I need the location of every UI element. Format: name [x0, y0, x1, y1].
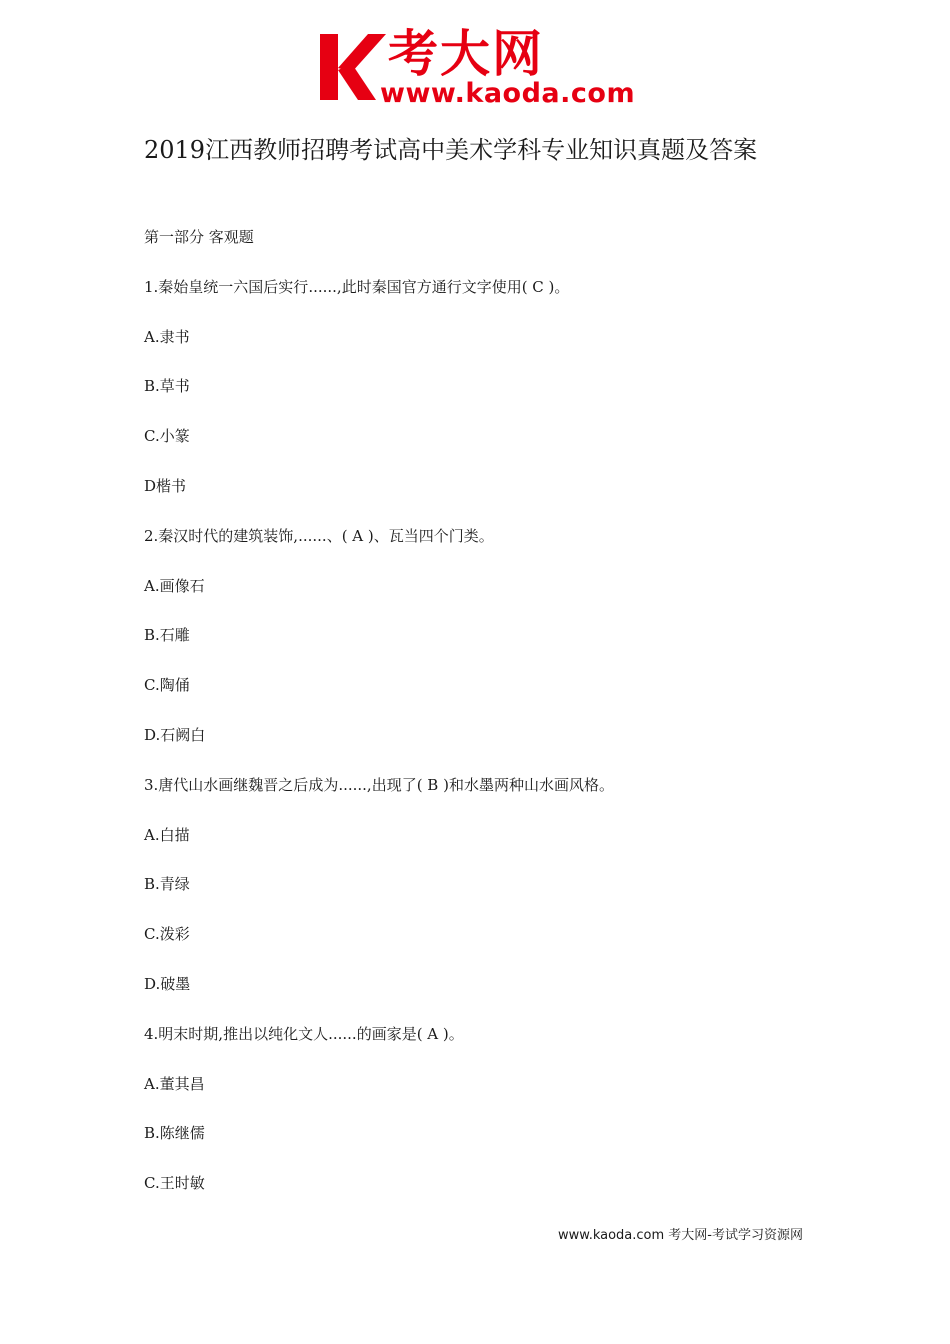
document-title: 2019江西教师招聘考试高中美术学科专业知识真题及答案	[144, 136, 758, 164]
question-3-option-d: D.破墨	[144, 974, 191, 993]
question-1: 1.秦始皇统一六国后实行......,此时秦国官方通行文字使用( C )。	[144, 277, 570, 296]
question-4-option-a: A.董其昌	[144, 1074, 205, 1093]
question-3: 3.唐代山水画继魏晋之后成为......,出现了( B )和水墨两种山水画风格。	[144, 775, 614, 794]
question-2-option-d: D.石阙白	[144, 725, 206, 744]
section-heading: 第一部分 客观题	[144, 228, 254, 246]
question-1-option-d: D楷书	[144, 476, 187, 495]
question-2-option-a: A.画像石	[144, 576, 205, 595]
question-2-option-b: B.石雕	[144, 626, 190, 645]
question-4-option-b: B.陈继儒	[144, 1124, 205, 1143]
question-2: 2.秦汉时代的建筑装饰,......、( A )、瓦当四个门类。	[144, 526, 494, 545]
question-1-option-a: A.隶书	[144, 327, 190, 346]
question-2-option-c: C.陶俑	[144, 676, 190, 695]
page-footer: www.kaoda.com 考大网-考试学习资源网	[558, 1228, 803, 1243]
question-3-option-b: B.青绿	[144, 875, 190, 894]
document-body	[144, 226, 824, 1222]
logo-url-text: www.kaoda.com	[380, 78, 636, 109]
question-3-option-a: A.白描	[144, 825, 190, 844]
question-4: 4.明末时期,推出以纯化文人......的画家是( A )。	[144, 1024, 464, 1043]
question-1-option-c: C.小篆	[144, 427, 190, 446]
kaoda-logo	[318, 26, 638, 110]
question-3-option-c: C.泼彩	[144, 925, 190, 944]
logo-text-cn: 考大网	[388, 25, 544, 83]
question-1-option-b: B.草书	[144, 377, 190, 396]
question-4-option-c: C.王时敏	[144, 1174, 205, 1193]
